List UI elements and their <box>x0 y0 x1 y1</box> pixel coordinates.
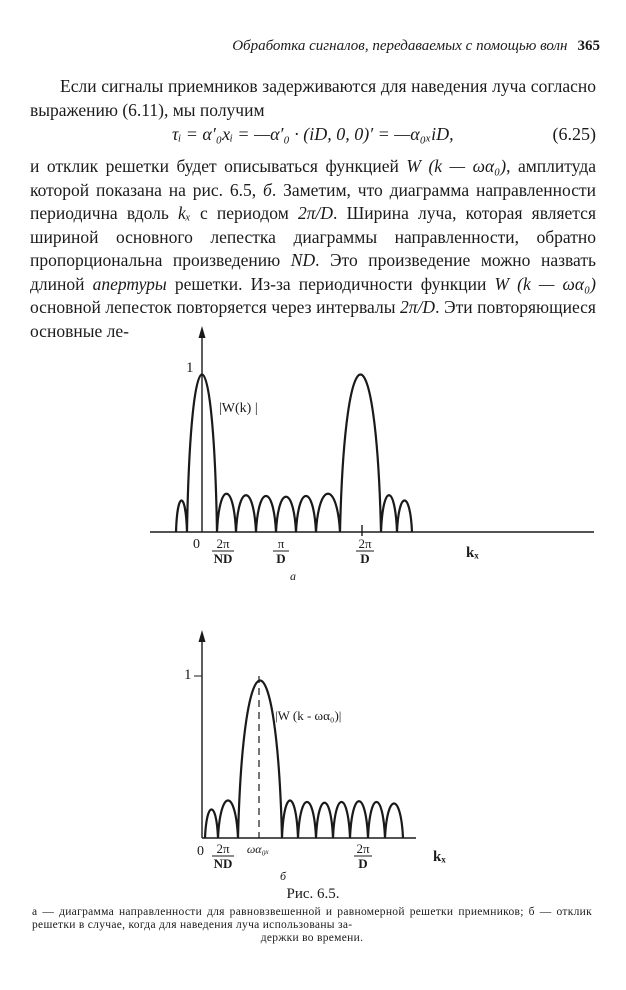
fraction-den: ND <box>213 856 233 871</box>
response-curve <box>176 375 412 533</box>
y-axis-arrow <box>199 630 206 642</box>
figure-caption-body <box>32 906 592 945</box>
text-run: с периодом <box>190 203 298 223</box>
tick-label-2pi-nd <box>212 841 234 871</box>
subfigure-label: а <box>290 569 296 583</box>
term-aperture: апертуры <box>92 273 167 294</box>
running-title: Обработка сигналов, передаваемых с помощью волн <box>232 38 568 54</box>
tick-label-omega-alpha: ωα₀ₓ <box>246 842 270 856</box>
fraction-den: D <box>360 551 370 566</box>
symbol-kx: kₓ <box>178 203 191 223</box>
fraction-num: 2π <box>216 841 230 856</box>
text-run: . Заметим, что диаграмма направленности периодична вдоль <box>30 179 596 223</box>
running-header <box>200 38 600 55</box>
caption-line: держки во времени. <box>260 932 364 944</box>
equation-6-25 <box>30 124 596 148</box>
symbol-period: 2π/D <box>297 203 334 223</box>
x-axis-label: kₓ <box>433 849 446 865</box>
subfigure-label: б <box>280 869 287 883</box>
symbol-nd: ND <box>290 250 316 270</box>
fraction-den: D <box>358 856 368 871</box>
fraction-num: 2π <box>216 536 230 551</box>
y-tick-label: 1 <box>184 667 192 683</box>
figure-caption-title: Рис. 6.5. <box>286 886 340 902</box>
page-number: 365 <box>577 38 600 54</box>
x-axis-label: kₓ <box>466 545 479 561</box>
tick-label-2pi-d <box>354 841 372 871</box>
function-w: W (k — ωα₀) <box>494 273 596 294</box>
text-run: решетки. Из-за периодичности функции <box>166 273 495 294</box>
symbol-interval: 2π/D <box>400 297 436 317</box>
fraction-num: π <box>277 536 285 551</box>
tick-label-pi-d <box>273 536 289 566</box>
text-run: . Эти повторяющиеся основные ле- <box>30 297 596 341</box>
caption-line: а — диаграмма направленности для равновзвешенной и равномерной решетки приемников; б — отклик решетки в случае, когда для наведения луча использованы за- <box>32 906 592 931</box>
fraction-den: ND <box>213 551 233 566</box>
y-tick-label: 1 <box>186 360 194 376</box>
tick-label-2pi-d <box>356 536 374 566</box>
text-run: основной лепесток повторяется через интервалы <box>30 297 401 317</box>
origin-label: 0 <box>197 844 204 859</box>
text-run: , амплитуда которой показана на рис. 6.5, <box>30 156 597 200</box>
paragraph-2 <box>30 155 596 343</box>
text-run: . Это произведение можно назвать длиной <box>30 250 596 294</box>
text-run: и отклик решетки будет описываться функцией <box>30 156 407 176</box>
text-run: . Ширина луча, которая является шириной основного лепестка диаграммы направленности, обратно пропорциональна произведению <box>30 203 596 270</box>
fraction-num: 2π <box>358 536 372 551</box>
y-axis-arrow <box>199 326 206 338</box>
figure-b <box>0 620 626 885</box>
equation-formula: τᵢ = α′₀xᵢ = —α′₀ · (iD, 0, 0)′ = —α₀ₓiD, <box>172 124 454 144</box>
figure-a <box>0 318 626 588</box>
response-curve <box>205 681 403 839</box>
origin-label: 0 <box>193 537 200 552</box>
equation-number: (6.25) <box>552 124 596 144</box>
fraction-den: D <box>276 551 286 566</box>
curve-label: |W (k - ωα₀)| <box>275 708 342 723</box>
tick-label-2pi-nd <box>212 536 234 566</box>
fraction-num: 2π <box>356 841 370 856</box>
curve-label: |W(k) | <box>219 401 258 416</box>
paragraph-1: Если сигналы приемников задерживаются для наведения луча согласно выражению (6.11), мы получим <box>30 76 596 120</box>
function-w: W (k — ωα₀) <box>406 156 507 176</box>
figure-ref: б <box>263 179 272 200</box>
